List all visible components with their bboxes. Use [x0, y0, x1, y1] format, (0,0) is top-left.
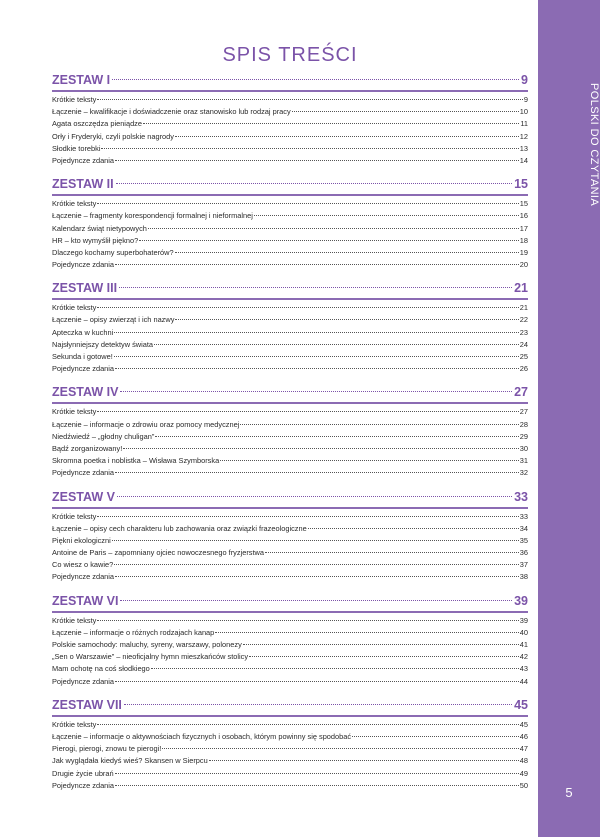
toc-entry[interactable]: [52, 663, 528, 675]
entry-label: Łączenie – informacje o różnych rodzajach kanap: [52, 627, 215, 637]
entry-page: 26: [519, 364, 528, 374]
toc-entry[interactable]: [52, 235, 528, 247]
entry-label: Krótkie teksty: [52, 615, 97, 625]
side-tab-label: POLSKI DO CZYTANIA: [588, 83, 600, 207]
toc-entry[interactable]: [52, 467, 528, 479]
entry-page: 10: [519, 107, 528, 117]
dot-leader: [352, 736, 519, 737]
entry-page: 29: [519, 431, 528, 441]
section-title: ZESTAW III: [52, 281, 118, 296]
dot-leader: [151, 668, 519, 669]
entry-page: 24: [519, 339, 528, 349]
section-divider: [52, 611, 528, 613]
dot-leader: [112, 79, 519, 80]
section-divider: [52, 90, 528, 92]
toc-entry[interactable]: [52, 223, 528, 235]
toc-entry[interactable]: [52, 431, 528, 443]
toc-entry[interactable]: [52, 455, 528, 467]
entry-label: Piękni ekologiczni: [52, 535, 111, 545]
section-divider: [52, 507, 528, 509]
entry-page: 32: [519, 468, 528, 478]
entry-label: Polskie samochody: maluchy, syreny, warszawy, polonezy: [52, 640, 242, 649]
dot-leader: [148, 228, 519, 229]
section-title: ZESTAW VII: [52, 697, 122, 712]
toc-entry[interactable]: [52, 676, 528, 688]
entry-page: 47: [519, 744, 528, 754]
section-divider: [52, 715, 528, 717]
toc-entry[interactable]: [52, 155, 528, 167]
dot-leader: [249, 656, 519, 657]
section-heading[interactable]: [52, 278, 528, 298]
toc-entry[interactable]: [52, 406, 528, 418]
entry-page: 48: [519, 756, 528, 766]
entry-page: 36: [519, 548, 528, 558]
dot-leader: [143, 123, 519, 124]
dot-leader: [112, 540, 519, 541]
entry-page: 41: [519, 640, 528, 649]
toc-entry[interactable]: [52, 339, 528, 351]
dot-leader: [120, 391, 512, 392]
section-divider: [52, 298, 528, 300]
entry-page: 35: [519, 535, 528, 545]
entry-page: 15: [519, 199, 528, 209]
toc-entry[interactable]: [52, 511, 528, 523]
dot-leader: [115, 773, 519, 774]
entry-label: Łączenie – opisy cech charakteru lub zachowania oraz związki frazeologiczne: [52, 523, 307, 533]
dot-leader: [114, 564, 519, 565]
toc-section: [52, 70, 528, 167]
entry-label: Pojedyncze zdania: [52, 780, 115, 790]
entry-page: 28: [519, 419, 528, 429]
section-page: 45: [514, 697, 528, 712]
entry-label: Krótkie teksty: [52, 719, 97, 729]
entry-label: Krótkie teksty: [52, 407, 97, 417]
dot-leader: [154, 344, 519, 345]
entry-label: Słodkie torebki: [52, 143, 101, 153]
toc-entry[interactable]: [52, 363, 528, 375]
entry-page: 44: [519, 676, 528, 686]
entry-label: Łączenie – informacje o aktywnościach fizycznych i osobach, którym powinny się spodobać: [52, 731, 352, 741]
entry-page: 33: [519, 511, 528, 521]
entry-label: Pojedyncze zdania: [52, 572, 115, 582]
entry-page: 46: [519, 731, 528, 741]
dot-leader: [97, 620, 518, 621]
entry-page: 14: [519, 155, 528, 165]
toc-entry[interactable]: [52, 247, 528, 259]
dot-leader: [308, 528, 519, 529]
dot-leader: [155, 436, 518, 437]
entry-label: Krótkie teksty: [52, 95, 97, 104]
section-title: ZESTAW VI: [52, 593, 119, 608]
page-number: 5: [565, 785, 573, 800]
entry-label: Pojedyncze zdania: [52, 468, 115, 478]
page-title: SPIS TREŚCI: [222, 44, 358, 66]
entry-page: 31: [519, 456, 528, 466]
entry-label: Agata oszczędza pieniądze: [52, 119, 142, 129]
toc-section: [52, 278, 528, 375]
entry-page: 9: [523, 95, 528, 104]
entry-page: 23: [519, 327, 528, 337]
entry-label: Skromna poetka i noblistka – Wisława Szymborska: [52, 456, 220, 466]
section-heading[interactable]: [52, 382, 528, 402]
dot-leader: [97, 99, 523, 100]
toc-entry[interactable]: [52, 780, 528, 792]
entry-page: 20: [519, 260, 528, 270]
section-page: 9: [521, 73, 528, 87]
toc-entry[interactable]: [52, 327, 528, 339]
entry-page: 22: [519, 315, 528, 325]
toc-entry[interactable]: [52, 94, 528, 106]
section-heading[interactable]: [52, 695, 528, 715]
entry-label: Krótkie teksty: [52, 511, 97, 521]
section-divider: [52, 402, 528, 404]
section-heading[interactable]: [52, 591, 528, 611]
toc-entry[interactable]: [52, 523, 528, 535]
toc-entry[interactable]: [52, 302, 528, 314]
entry-page: 25: [519, 352, 528, 361]
entry-label: Dlaczego kochamy superbohaterów?: [52, 247, 174, 257]
toc-entry[interactable]: [52, 259, 528, 271]
section-page: 21: [514, 281, 528, 296]
entry-label: Bądź zorganizowany!: [52, 443, 123, 453]
entry-page: 18: [519, 235, 528, 245]
toc-entry[interactable]: [52, 768, 528, 780]
entry-page: 21: [519, 303, 528, 313]
section-divider: [52, 194, 528, 196]
toc-entry[interactable]: [52, 131, 528, 143]
dot-leader: [265, 552, 519, 553]
toc-entry[interactable]: [52, 639, 528, 651]
toc-entry[interactable]: [52, 547, 528, 559]
dot-leader: [115, 160, 519, 161]
toc-entry[interactable]: [52, 755, 528, 767]
toc-entry[interactable]: [52, 106, 528, 118]
entry-page: 34: [519, 523, 528, 533]
entry-label: HR – kto wymyślił piękno?: [52, 235, 139, 245]
entry-label: Apteczka w kuchni: [52, 327, 114, 337]
toc-section: [52, 382, 528, 479]
entry-label: Kalendarz świąt nietypowych: [52, 223, 147, 233]
entry-page: 50: [519, 780, 528, 790]
entry-label: Krótkie teksty: [52, 303, 97, 313]
dot-leader: [243, 644, 519, 645]
toc-entry[interactable]: [52, 559, 528, 571]
toc-entry[interactable]: [52, 571, 528, 583]
toc-entry[interactable]: [52, 627, 528, 639]
dot-leader: [209, 760, 519, 761]
table-of-contents: [52, 70, 528, 799]
section-page: 39: [514, 593, 528, 608]
section-title: ZESTAW V: [52, 489, 115, 504]
toc-entry[interactable]: [52, 143, 528, 155]
entry-page: 27: [519, 407, 528, 417]
dot-leader: [97, 724, 518, 725]
toc-entry[interactable]: [52, 743, 528, 755]
entry-page: 43: [519, 664, 528, 674]
entry-page: 37: [519, 560, 528, 570]
entry-label: Pojedyncze zdania: [52, 364, 115, 374]
toc-entry[interactable]: [52, 615, 528, 627]
entry-label: Mam ochotę na coś słodkiego: [52, 664, 150, 674]
toc-entry[interactable]: [52, 719, 528, 731]
toc-entry[interactable]: [52, 731, 528, 743]
toc-entry[interactable]: [52, 535, 528, 547]
entry-label: Pojedyncze zdania: [52, 155, 115, 165]
toc-entry[interactable]: [52, 651, 528, 663]
toc-section: [52, 695, 528, 792]
dot-leader: [120, 600, 512, 601]
section-heading[interactable]: [52, 70, 528, 90]
entry-label: Pierogi, pierogi, znowu te pierogi!: [52, 744, 162, 754]
dot-leader: [220, 460, 519, 461]
toc-entry[interactable]: [52, 118, 528, 130]
section-title: ZESTAW IV: [52, 385, 119, 400]
entry-label: Łączenie – kwalifikacje i doświadczenie oraz stanowisko lub rodzaj pracy: [52, 107, 291, 117]
entry-page: 13: [519, 143, 528, 153]
toc-entry[interactable]: [52, 443, 528, 455]
dot-leader: [117, 496, 512, 497]
entry-label: Sekunda i gotowe!: [52, 352, 113, 361]
dot-leader: [254, 215, 519, 216]
entry-page: 16: [519, 211, 528, 221]
dot-leader: [119, 287, 512, 288]
entry-page: 17: [519, 223, 528, 233]
entry-label: Krótkie teksty: [52, 199, 97, 209]
dot-leader: [97, 203, 518, 204]
entry-label: Orły i Fryderyki, czyli polskie nagrody: [52, 131, 174, 141]
dot-leader: [115, 472, 519, 473]
dot-leader: [162, 748, 518, 749]
toc-section: [52, 591, 528, 688]
toc-entry[interactable]: [52, 314, 528, 326]
dot-leader: [115, 681, 519, 682]
dot-leader: [115, 264, 519, 265]
dot-leader: [115, 576, 519, 577]
section-page: 27: [514, 385, 528, 400]
entry-page: 38: [519, 572, 528, 582]
section-title: ZESTAW I: [52, 73, 111, 87]
dot-leader: [115, 368, 519, 369]
entry-page: 39: [519, 615, 528, 625]
entry-page: 12: [519, 131, 528, 141]
entry-label: Najsłynniejszy detektyw świata: [52, 339, 154, 349]
dot-leader: [116, 183, 513, 184]
dot-leader: [175, 319, 518, 320]
entry-label: Łączenie – fragmenty korespondencji formalnej i nieformalnej: [52, 211, 253, 221]
entry-page: 19: [519, 247, 528, 257]
dot-leader: [114, 356, 519, 357]
toc-entry[interactable]: [52, 419, 528, 431]
dot-leader: [175, 252, 519, 253]
dot-leader: [240, 424, 518, 425]
dot-leader: [115, 785, 519, 786]
dot-leader: [114, 332, 519, 333]
entry-label: Jak wyglądała kiedyś wieś? Skansen w Sierpcu: [52, 756, 208, 766]
entry-label: Co wiesz o kawie?: [52, 560, 114, 570]
entry-label: Pojedyncze zdania: [52, 260, 115, 270]
dot-leader: [139, 240, 519, 241]
entry-page: 40: [519, 627, 528, 637]
entry-page: 11: [520, 119, 528, 129]
entry-label: Drugie życie ubrań: [52, 768, 114, 778]
section-page: 33: [514, 489, 528, 504]
entry-label: Antoine de Paris – zapomniany ojciec nowoczesnego fryzjerstwa: [52, 548, 264, 558]
entry-page: 42: [519, 652, 528, 662]
dot-leader: [124, 704, 512, 705]
section-heading[interactable]: [52, 487, 528, 507]
entry-page: 45: [519, 719, 528, 729]
entry-page: 49: [519, 768, 528, 778]
section-heading[interactable]: [52, 174, 528, 194]
entry-label: Łączenie – opisy zwierząt i ich nazwy: [52, 315, 175, 325]
section-page: 15: [514, 177, 528, 192]
toc-entry[interactable]: [52, 210, 528, 222]
toc-entry[interactable]: [52, 351, 528, 363]
entry-label: Niedźwiedź – „głodny chuligan”: [52, 431, 155, 441]
entry-label: Łączenie – informacje o zdrowiu oraz pomocy medycznej: [52, 419, 240, 429]
dot-leader: [215, 632, 518, 633]
toc-section: [52, 174, 528, 271]
entry-label: Pojedyncze zdania: [52, 676, 115, 686]
section-title: ZESTAW II: [52, 177, 114, 192]
toc-entry[interactable]: [52, 198, 528, 210]
dot-leader: [97, 411, 518, 412]
dot-leader: [97, 516, 518, 517]
dot-leader: [175, 136, 519, 137]
entry-page: 30: [519, 443, 528, 453]
entry-label: „Sen o Warszawie” – nieoficjalny hymn mieszkańców stolicy: [52, 652, 249, 662]
dot-leader: [123, 448, 519, 449]
dot-leader: [101, 148, 518, 149]
dot-leader: [292, 111, 519, 112]
toc-section: [52, 487, 528, 584]
dot-leader: [97, 307, 518, 308]
